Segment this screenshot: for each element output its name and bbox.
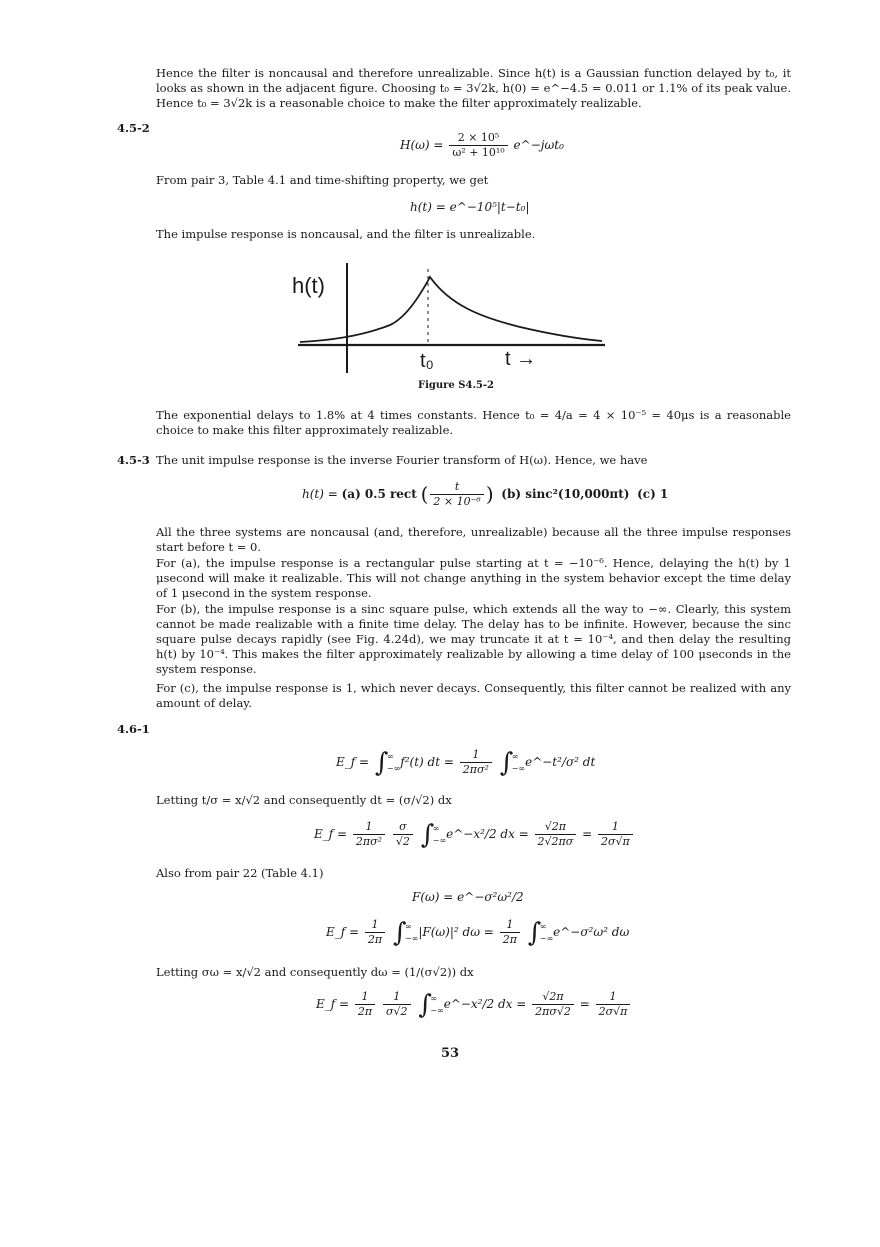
fraction-numerator: 1 [353,820,385,835]
fraction-denominator: 2π [502,933,517,946]
eq-lhs: h(t) = [302,487,342,501]
equation-F-omega: F(ω) = e^−σ²ω²/2 [412,890,524,904]
eq-fraction [460,748,492,777]
impulse-response-curve [300,277,602,342]
fraction-denominator: 2πσ√2 [535,1005,571,1018]
fraction-numerator: 1 [500,918,520,933]
paragraph-inverse-fourier: The unit impulse response is the inverse Fourier transform of H(ω). Hence, we have [156,453,648,467]
integral-sign: ∫ ∞ −∞ [499,747,526,778]
fraction-numerator: 1 [460,748,492,763]
equation-energy-time [336,748,595,777]
fraction-denominator: 2σ√π [598,1005,628,1018]
case-a: (a) 0.5 rect [341,487,417,501]
figure-t0-label: t₀ [420,350,434,372]
integrand: e^−x²/2 dx = [446,827,529,841]
figure-caption: Figure S4.5-2 [418,380,495,391]
section-label-4-6-1: 4.6-1 [117,722,150,736]
intro-paragraph: Hence the filter is noncausal and therefore unrealizable. Since h(t) is a Gaussian function delayed by t₀, it looks as shown in the adjacent figure. Choosing t₀ = 3√2k, h(0) = e^−4.5 = 0.011 or 1.1% of its peak value. Hence t₀ = 3√2k is a reasonable choice to make the filter approximately realizable. [156,66,791,110]
fraction-numerator: 1 [383,990,411,1005]
fraction-denominator: 2σ√π [601,835,630,848]
fraction-numerator: 2 × 10⁵ [449,131,507,146]
eq-fraction [596,990,631,1019]
fraction-denominator: ω² + 10¹⁰ [452,146,505,159]
equation-energy-freq [326,918,629,947]
fraction-denominator: 2 × 10⁻⁶ [433,495,481,508]
fraction-denominator: 2π [367,933,383,946]
fraction-denominator: √2 [395,835,410,848]
integrand-1: f²(t) dt = [400,755,454,769]
fraction-numerator: σ [393,820,413,835]
fraction-denominator: σ√2 [385,1005,408,1018]
integral-sign: ∫ ∞ −∞ [374,747,401,778]
paragraph-case-a: For (a), the impulse response is a rectangular pulse starting at t = −10⁻⁶. Hence, delaying the h(t) by 1 μsecond will make it realizable. This will not change anything in the system behavior except the time delay of 1 μsecond in the system response. [156,556,791,600]
equation-h-t-cases: h(t) = (a) 0.5 rect ( $\frac{t}{\text{2 × 10⁻⁶}}$ ) (b) sinc²(10,000πt) (c) 1 [302,480,669,508]
paragraph-also-pair-22: Also from pair 22 (Table 4.1) [156,866,324,880]
fraction-numerator: 1 [355,990,375,1005]
fraction-numerator: 1 [598,820,633,835]
equation-energy-result [314,820,635,849]
paragraph-case-b: For (b), the impulse response is a sinc square pulse, which extends all the way to −∞. Clearly, this system cannot be made realizable with a finite time delay. The delay has to be infinite. However, because the sinc square pulse decays rapidly (see Fig. 4.24d), we may truncate it at t = 10⁻⁴, and then delay the resulting h(t) by 10⁻⁴. This makes the filter approximately realizable by allowing a time delay of 100 μseconds in the system response. [156,602,791,676]
equation-energy-final [316,990,632,1019]
fraction-numerator: 1 [365,918,385,933]
paragraph-case-c: For (c), the impulse response is 1, which never decays. Consequently, this filter cannot be realized with any amount of delay. [156,681,791,710]
fraction-denominator: 2π [357,1005,373,1018]
eq-fraction [598,820,633,849]
eq-lhs: E_f = [316,997,350,1011]
eq-lhs: E_f = [326,925,360,939]
eq-fraction [365,918,385,947]
eq-fraction [532,990,574,1019]
figure-t-label: t → [505,348,537,370]
fraction-numerator: √2π [535,820,577,835]
eq-exponential: e^−jωt₀ [513,138,564,152]
eq-fraction [535,820,577,849]
eq-lhs: E_f = [336,755,370,769]
fraction-denominator: 2√2πσ [537,835,574,848]
eq-lhs: H(ω) = [400,138,444,152]
section-label-4-5-3: 4.5-3 [117,453,150,467]
section-label-4-5-2: 4.5-2 [117,121,150,135]
figure-s4-5-2 [280,255,620,380]
equation-H-omega [400,131,564,160]
case-b: (b) sinc²(10,000πt) [501,487,630,501]
integrand-2: e^−t²/σ² dt [525,755,596,769]
equals-sign: = [582,827,593,841]
fraction-denominator: 2πσ² [355,835,383,848]
integral-sign: ∫ ∞ −∞ [418,989,444,1020]
paragraph-noncausal-all: All the three systems are noncausal (and, therefore, unrealizable) because all the three impulse responses start before t = 0. [156,525,791,554]
case-c: (c) 1 [637,487,669,501]
fraction-denominator: 2πσ² [462,763,489,776]
eq-fraction [353,820,385,849]
eq-fraction [500,918,520,947]
paragraph-letting-2: Letting σω = x/√2 and consequently dω = (1/(σ√2)) dx [156,965,474,979]
integrand-2: e^−σ²ω² dω [553,925,630,939]
figure-ylabel: h(t) [292,273,325,298]
integral-sign: ∫ ∞ −∞ [392,917,419,948]
fraction-numerator: 1 [596,990,631,1005]
fraction-numerator: t [430,480,483,495]
page-number: 53 [441,1046,460,1061]
equals-sign: = [579,997,590,1011]
eq-lhs: E_f = [314,827,348,841]
eq-fraction [383,990,411,1019]
rect-fraction [430,480,483,509]
paragraph-exponential-delays: The exponential delays to 1.8% at 4 times constants. Hence t₀ = 4/a = 4 × 10⁻⁵ = 40μs is a reasonable choice to make this filter approximately realizable. [156,408,791,437]
eq-fraction [393,820,413,849]
integrand-1: |F(ω)|² dω = [418,925,494,939]
paragraph-letting-1: Letting t/σ = x/√2 and consequently dt = (σ/√2) dx [156,793,452,807]
fraction-numerator: √2π [532,990,574,1005]
integral-sign: ∫ ∞ −∞ [527,917,554,948]
equation-h-t: h(t) = e^−10⁵|t−t₀| [410,200,530,214]
integral-sign: ∫ ∞ −∞ [420,819,447,850]
paragraph-time-shift: From pair 3, Table 4.1 and time-shifting property, we get [156,173,489,187]
paragraph-noncausal: The impulse response is noncausal, and the filter is unrealizable. [156,227,536,241]
eq-fraction [449,131,507,160]
eq-fraction [355,990,375,1019]
integrand: e^−x²/2 dx = [443,997,527,1011]
